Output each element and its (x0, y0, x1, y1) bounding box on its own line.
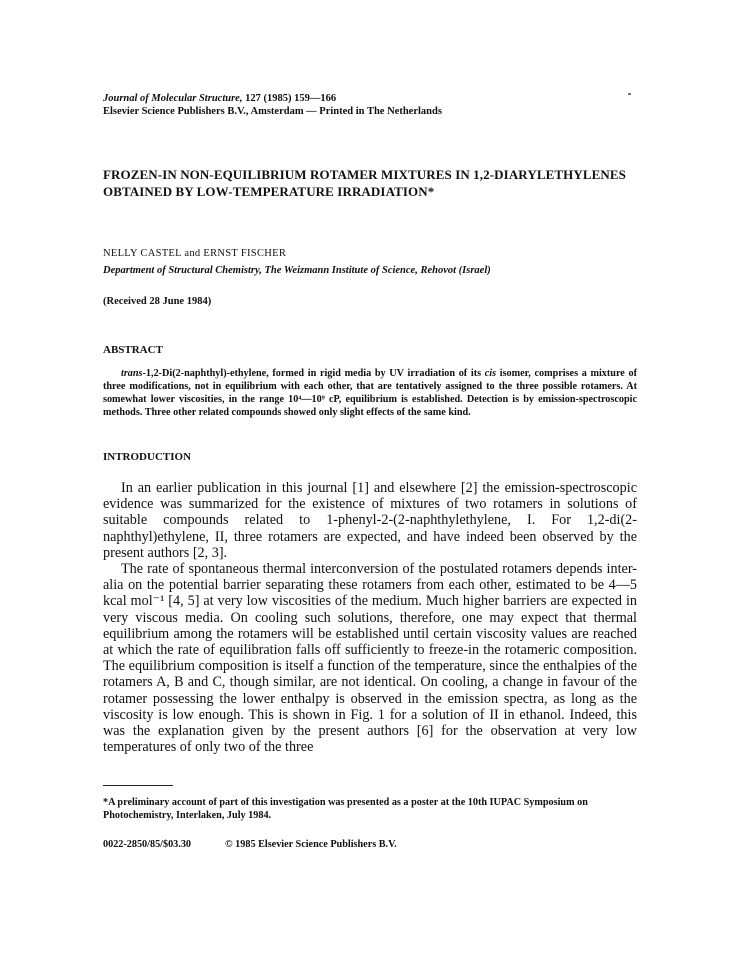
footnote: *A preliminary account of part of this investigation was presented as a poster at the 10th IUPAC Symposium on Photochemistry, Interlaken, July 1984. (103, 797, 588, 821)
abstract-trans-word: trans (121, 368, 143, 379)
journal-header (103, 92, 637, 118)
intro-paragraph-2: The rate of spontaneous thermal interconversion of the postulated rotamers depends inter-alia on the potential barrier separating these rotamers from each other, estimated to be 4—5 kcal mol⁻¹ [4, 5] at very low viscosities of the medium. Much higher barriers are expected in very viscous media. On cooling such solutions, therefore, one may expect that thermal equilibrium among the rotamers will be established until certain viscosity values are reached at which the rate of equilibration falls off sufficiently to freeze-in the rotameric composition. The equilibrium composition is itself a function of the temperature, since the enthalpies of the rotamers A, B and C, though similar, are not identical. On cooling, a change in favour of the rotamer possessing the lower enthalpy is observed in the emission spectra, as long as the viscosity is low enough. This is shown in Fig. 1 for a solution of II in ethanol. Indeed, this was the explanation given by the present authors [6] for the observation at very low temperatures of only two of the three (103, 561, 637, 756)
paper-title: FROZEN-IN NON-EQUILIBRIUM ROTAMER MIXTURES IN 1,2-DIARYLETHYLENES OBTAINED BY LOW-TEMPERATURE IRRADIATION* (103, 167, 626, 199)
received-date: (Received 28 June 1984) (103, 296, 212, 307)
journal-name: Journal of Molecular Structure, (103, 93, 243, 104)
introduction-body (103, 480, 637, 755)
journal-volume-pages: 127 (1985) 159—166 (242, 93, 337, 104)
abstract-text (103, 367, 637, 419)
abstract-part-1: -1,2-Di(2-naphthyl)-ethylene, formed in rigid media by UV irradiation of its (142, 368, 485, 379)
issn-price-code: 0022-2850/85/$03.30 (103, 839, 192, 850)
introduction-heading: INTRODUCTION (103, 451, 192, 463)
journal-citation-line (103, 92, 637, 105)
author-list: NELLY CASTEL and ERNST FISCHER (103, 248, 287, 259)
abstract-part-2: isomer, comprises a mixture of three modifications, not in equilibrium with each other, that are tentatively assigned to the three possible rotamers. At somewhat lower viscosities, in the range 10⁴—10⁹ cP, equilibrium is established. Detection is by emission-spectroscopic methods. Three other related compounds showed only slight effects of the same kind. (103, 368, 637, 418)
abstract-cis-word: cis (484, 368, 497, 379)
footer-line (103, 838, 637, 851)
footnote-rule (103, 785, 173, 786)
intro-paragraph-1: In an earlier publication in this journal [1] and elsewhere [2] the emission-spectroscopic evidence was summarized for the existence of mixtures of two rotamers in solutions of suitable compounds related to 1-phenyl-2-(2-naphthylethylene, I. For 1,2-di(2-naphthyl)ethylene, II, three rotamers are expected, and have indeed been observed by the present authors [2, 3]. (103, 480, 637, 561)
affiliation: Department of Structural Chemistry, The Weizmann Institute of Science, Rehovot (Israel) (103, 265, 491, 276)
copyright-notice: © 1985 Elsevier Science Publishers B.V. (225, 839, 397, 850)
abstract-heading: ABSTRACT (103, 344, 163, 356)
publisher-line: Elsevier Science Publishers B.V., Amsterdam — Printed in The Netherlands (103, 106, 442, 117)
